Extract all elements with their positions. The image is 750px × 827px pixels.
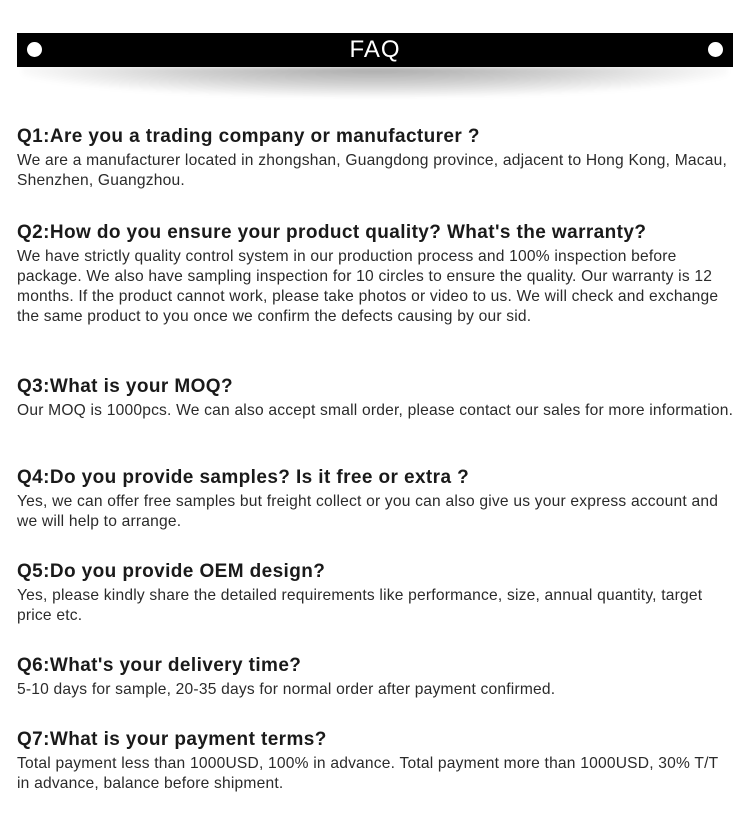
faq-item-q6 [17, 654, 735, 700]
faq-item-q1 [17, 125, 735, 191]
faq-question: Q1:Are you a trading company or manufacturer ? [17, 126, 480, 147]
faq-answer: Our MOQ is 1000pcs. We can also accept small order, please contact our sales for more information. [17, 402, 734, 419]
faq-answer: We are a manufacturer located in zhongshan, Guangdong province, adjacent to Hong Kong, Macau, Shenzhen, Guangzhou. [17, 152, 728, 189]
faq-answer: Total payment less than 1000USD, 100% in advance. Total payment more than 1000USD, 30% T/T in advance, balance before shipment. [17, 755, 719, 792]
faq-item-q2 [17, 221, 735, 327]
faq-answer: Yes, please kindly share the detailed requirements like performance, size, annual quantity, target price etc. [17, 587, 703, 624]
faq-question: Q5:Do you provide OEM design? [17, 561, 326, 582]
faq-question: Q6:What's your delivery time? [17, 655, 302, 676]
faq-answer: We have strictly quality control system in our production process and 100% inspection before package. We also have sampling inspection for 10 circles to ensure the quality. Our warranty is 12 months. If the product cannot work, please take photos or video to us. We will check and exchange the same product to you once we confirm the defects causing by our sid. [17, 248, 719, 325]
faq-question: Q2:How do you ensure your product quality? What's the warranty? [17, 222, 647, 243]
faq-question: Q7:What is your payment terms? [17, 729, 327, 750]
banner-right-dot-icon [708, 42, 723, 57]
faq-item-q4 [17, 466, 735, 532]
faq-question: Q3:What is your MOQ? [17, 376, 233, 397]
faq-item-q5 [17, 560, 735, 626]
faq-banner [17, 33, 733, 67]
faq-item-q3 [17, 375, 735, 421]
faq-item-q7 [17, 728, 735, 794]
page-title: FAQ [349, 36, 401, 63]
faq-question: Q4:Do you provide samples? Is it free or extra ? [17, 467, 470, 488]
faq-answer: 5-10 days for sample, 20-35 days for normal order after payment confirmed. [17, 681, 556, 698]
faq-answer: Yes, we can offer free samples but freight collect or you can also give us your express account and we will help to arrange. [17, 493, 719, 530]
banner-shadow [22, 67, 728, 97]
